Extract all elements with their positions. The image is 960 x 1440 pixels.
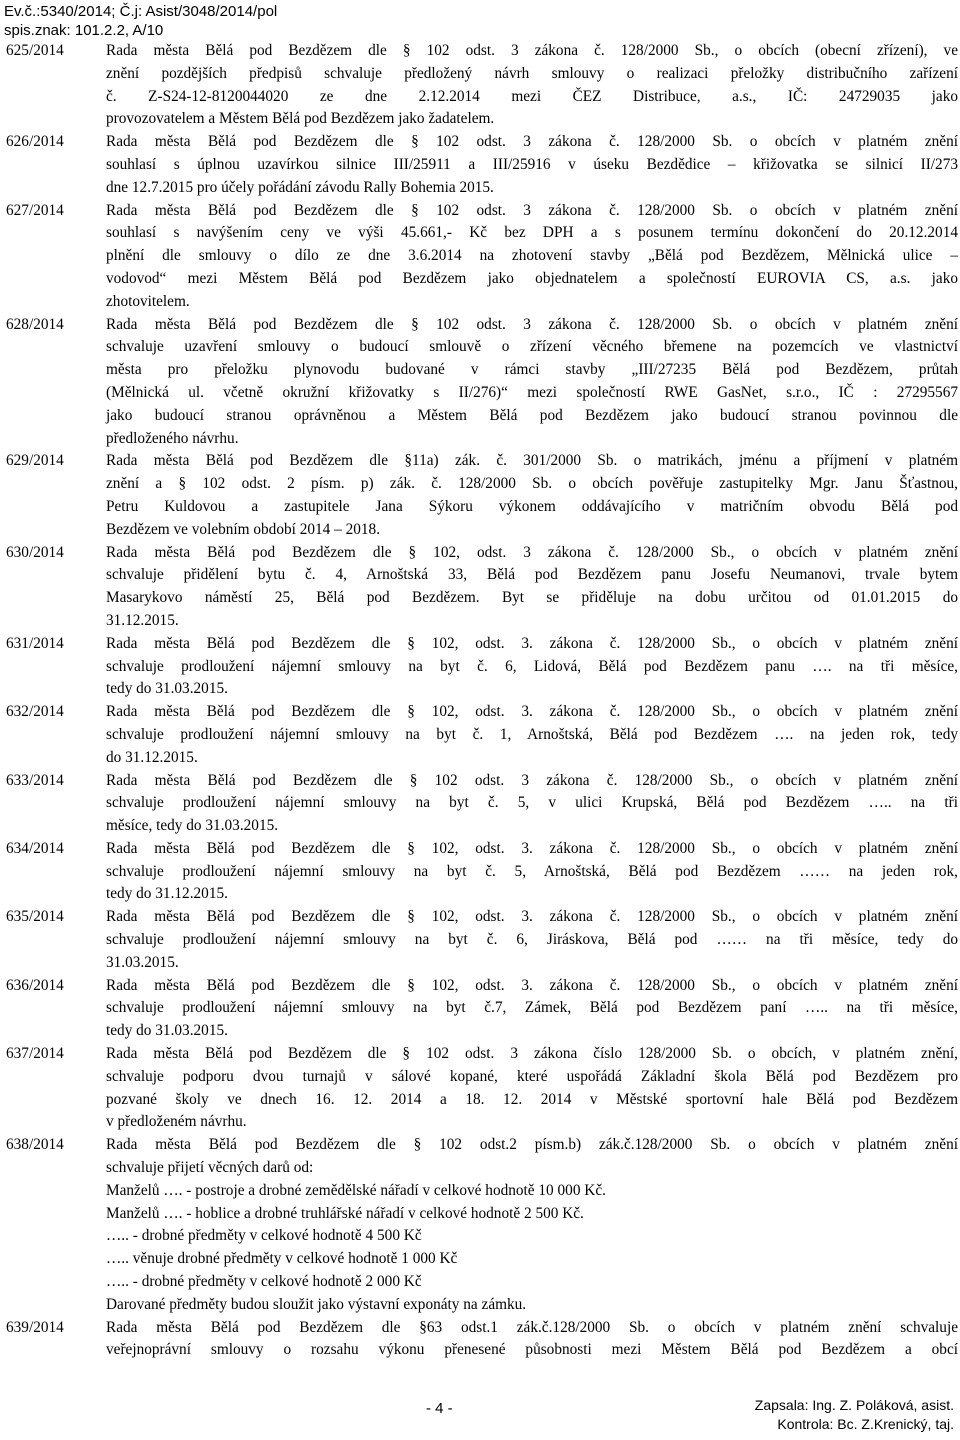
resolution-line: vodovod“ mezi Městem Bělá pod Bezdězem jako objednatelem a společností EUROVIA CS, a.s. jako (106, 269, 958, 287)
resolution-number: 636/2014 (6, 976, 64, 994)
resolution-number: 626/2014 (6, 133, 64, 151)
resolution-text (106, 633, 958, 701)
resolution-item (6, 975, 960, 1043)
resolution-line: Rada města Bělá pod Bezdězem dle § 102 odst. 3 zákona č. 128/2000 Sb. o obcích v platném znění (106, 133, 958, 151)
evidence-number: Ev.č.:5340/2014; Č.j: Asist/3048/2014/pol (4, 3, 278, 20)
resolution-line: Rada města Bělá pod Bezdězem dle §11a) zák. č. 301/2000 Sb. o matrikách, jménu a příjmení v platném (106, 452, 958, 470)
resolution-item (6, 131, 960, 199)
resolution-line: Rada města Bělá pod Bezdězem dle § 102, odst. 3. zákona č. 128/2000 Sb., o obcích v platném znění (106, 839, 958, 857)
resolution-line: Rada města Bělá pod Bezdězem dle § 102 odst. 3 zákona č. 128/2000 Sb., o obcích v platném znění (106, 771, 958, 789)
resolution-line: Rada města Bělá pod Bezdězem dle §63 odst.1 zák.č.128/2000 Sb. o obcích v platném znění schvaluje (106, 1318, 958, 1336)
resolution-line: jako budoucí stranou oprávněnou a Městem Bělá pod Bezdězem jako budoucí stranou povinnou dle (106, 406, 958, 424)
resolution-item (6, 314, 960, 451)
resolution-text (106, 838, 958, 906)
resolution-line: tedy do 31.03.2015. (106, 1022, 228, 1040)
resolution-number: 629/2014 (6, 452, 64, 470)
resolution-line: Rada města Bělá pod Bezdězem dle § 102, odst. 3. zákona č. 128/2000 Sb., o obcích v platném znění (106, 703, 958, 721)
resolution-text (106, 770, 958, 838)
resolution-line: schvaluje prodloužení nájemní smlouvy na byt č. 6, Lidová, Bělá pod Bezdězem panu …. na tři měsíce, (106, 657, 958, 675)
resolution-number: 630/2014 (6, 543, 64, 561)
resolution-line: do 31.12.2015. (106, 748, 198, 766)
resolution-line: schvaluje prodloužení nájemní smlouvy na byt č. 5, Arnoštská, Bělá pod Bezdězem …… na jeden rok, (106, 862, 958, 880)
resolution-line: souhlasí s úplnou uzavírkou silnice III/25911 a III/25916 v úseku Bezdědice – křižovatka se silnicí II/273 (106, 155, 958, 173)
resolution-line: dne 12.7.2015 pro účely pořádání závodu Rally Bohemia 2015. (106, 178, 494, 196)
resolution-line: Rada města Bělá pod Bezdězem dle § 102 odst. 3 zákona č. 128/2000 Sb., o obcích (obecní zřízení), ve (106, 42, 958, 59)
resolution-number: 639/2014 (6, 1318, 64, 1336)
resolution-line: plnění dle smlouvy o dílo ze dne 3.6.2014 na zhotovení stavby „Bělá pod Bezdězem, Mělnická ulice – (106, 247, 958, 265)
document-header (4, 2, 277, 40)
resolution-item (6, 542, 960, 633)
resolution-line: Manželů …. - hoblice a drobné truhlářské nářadí v celkové hodnotě 2 500 Kč. (106, 1204, 584, 1222)
resolution-number: 632/2014 (6, 703, 64, 721)
resolution-line: Rada města Bělá pod Bezdězem dle § 102, odst. 3. zákona č. 128/2000 Sb., o obcích v platném znění (106, 634, 958, 652)
resolution-line: Masarykovo náměstí 25, Bělá pod Bezdězem. Byt se přiděluje na dobu určitou od 01.01.2015 do (106, 589, 958, 607)
resolution-line: znění pozdějších předpisů schvaluje předložený návrh smlouvy o realizaci přeložky distribučního zařízení (106, 64, 958, 82)
resolution-line: souhlasí s navýšením ceny ve výši 45.661,- Kč bez DPH a s posunem termínu dokončení do 20.12.2014 (106, 224, 958, 242)
resolution-text (106, 975, 958, 1043)
resolution-text (106, 314, 958, 451)
resolution-line: schvaluje prodloužení nájemní smlouvy na byt č. 6, Jiráskova, Bělá pod …… na tři měsíce, tedy do (106, 931, 958, 949)
resolution-line: Bezdězem ve volebním období 2014 – 2018. (106, 520, 381, 538)
resolution-text (106, 1043, 958, 1134)
resolution-item (6, 1134, 960, 1316)
resolution-line: ….. - drobné předměty v celkové hodnotě 4 500 Kč (106, 1227, 422, 1245)
resolution-item (6, 450, 960, 541)
footer (755, 1396, 954, 1434)
resolution-line: v předloženém návrhu. (106, 1113, 247, 1131)
resolution-item (6, 40, 960, 131)
resolution-line: provozovatelem a Městem Bělá pod Bezdězem jako žadatelem. (106, 110, 495, 128)
resolution-number: 627/2014 (6, 201, 64, 219)
resolution-item (6, 770, 960, 838)
resolution-line: znění a § 102 odst. 2 písm. p) zák. č. 128/2000 Sb. o obcích pověřuje zastupitelky Mgr. Janu Šťastnou, (106, 475, 958, 493)
resolution-number: 633/2014 (6, 771, 64, 789)
resolution-line: schvaluje prodloužení nájemní smlouvy na byt č. 1, Arnoštská, Bělá pod Bezdězem …. na jeden rok, tedy (106, 725, 958, 743)
resolution-line: schvaluje podporu dvou turnajů v sálové kopané, které uspořádá Základní škola Bělá pod Bezdězem pro (106, 1067, 958, 1085)
resolution-line: měsíce, tedy do 31.03.2015. (106, 817, 279, 835)
resolution-line: schvaluje uzavření smlouvy o budoucí smlouvě o zřízení věcného břemene na pozemcích ve vlastnictví (106, 338, 958, 356)
resolution-line: schvaluje přijetí věcných darů od: (106, 1159, 314, 1177)
resolution-line: schvaluje přidělení bytu č. 4, Arnoštská 33, Bělá pod Bezdězem panu Josefu Neumanovi, trvale bytem (106, 566, 958, 584)
resolution-line: pozvané školy ve dnech 16. 12. 2014 a 18. 12. 2014 v Městské sportovní hale Bělá pod Bezdězem (106, 1090, 958, 1108)
page-number: - 4 - (426, 1400, 453, 1417)
resolution-item (6, 838, 960, 906)
resolution-line: 31.03.2015. (106, 953, 179, 971)
resolution-line: Rada města Bělá pod Bezdězem dle § 102 odst.2 písm.b) zák.č.128/2000 Sb. o obcích v platném znění (106, 1136, 958, 1154)
resolution-item (6, 906, 960, 974)
resolution-line: Darované předměty budou sloužit jako výstavní exponáty na zámku. (106, 1295, 527, 1313)
resolution-text (106, 701, 958, 769)
resolution-line: města pro přeložku plynovodu budované v rámci stavby „III/27235 Bělá pod Bezdězem, průtah (106, 361, 958, 379)
resolution-line: tedy do 31.03.2015. (106, 680, 228, 698)
resolution-text (106, 906, 958, 974)
resolution-number: 631/2014 (6, 634, 64, 652)
resolution-line: Rada města Bělá pod Bezdězem dle § 102, odst. 3 zákona č. 128/2000 Sb., o obcích v platném znění (106, 543, 958, 561)
resolution-line: (Mělnická ul. včetně okružní křižovatky s II/276)“ mezi společností RWE GasNet, s.r.o., IČ : 27295567 (106, 383, 958, 401)
resolution-item (6, 701, 960, 769)
resolution-number: 625/2014 (6, 42, 64, 59)
resolution-item (6, 1043, 960, 1134)
resolution-line: předloženého návrhu. (106, 429, 239, 447)
resolution-line: schvaluje prodloužení nájemní smlouvy na byt č.7, Zámek, Bělá pod Bezdězem paní ….. na tři měsíce, (106, 999, 958, 1017)
resolution-line: veřejnoprávní smlouvy o rozsahu výkonu přenesené působnosti mezi Městem Bělá pod Bezdězem a obcí (106, 1341, 958, 1359)
resolution-item (6, 1317, 960, 1363)
resolutions-list (6, 40, 960, 1362)
resolution-line: ….. věnuje drobné předměty v celkové hodnotě 1 000 Kč (106, 1250, 458, 1268)
resolution-text (106, 200, 958, 314)
resolution-line: Rada města Bělá pod Bezdězem dle § 102, odst. 3. zákona č. 128/2000 Sb., o obcích v platném znění (106, 908, 958, 926)
resolution-text (106, 40, 958, 131)
resolution-line: tedy do 31.12.2015. (106, 885, 228, 903)
resolution-line: Manželů …. - postroje a drobné zemědělské nářadí v celkové hodnotě 10 000 Kč. (106, 1181, 606, 1199)
resolution-line: Petru Kuldovou a zastupitele Jana Sýkoru výkonem oddávajícího v matričním obvodu Bělá pod (106, 497, 958, 515)
resolution-number: 628/2014 (6, 315, 64, 333)
resolution-item (6, 200, 960, 314)
resolution-number: 637/2014 (6, 1045, 64, 1063)
resolution-line: Rada města Bělá pod Bezdězem dle § 102 odst. 3 zákona č. 128/2000 Sb. o obcích v platném znění (106, 315, 958, 333)
resolution-line: Rada města Bělá pod Bezdězem dle § 102 odst. 3 zákona číslo 128/2000 Sb. o obcích, v platném znění, (106, 1045, 958, 1063)
resolution-line: 31.12.2015. (106, 611, 179, 629)
resolution-text (106, 131, 958, 199)
resolution-number: 635/2014 (6, 908, 64, 926)
resolution-number: 638/2014 (6, 1136, 64, 1154)
resolution-line: zhotovitelem. (106, 292, 190, 310)
checked-by: Kontrola: Bc. Z.Krenický, taj. (777, 1416, 954, 1432)
resolution-line: č. Z-S24-12-8120044020 ze dne 2.12.2014 mezi ČEZ Distribuce, a.s., IČ: 24729035 jako (106, 87, 958, 105)
resolution-text (106, 1317, 958, 1363)
resolution-line: Rada města Bělá pod Bezdězem dle § 102, odst. 3. zákona č. 128/2000 Sb., o obcích v platném znění (106, 976, 958, 994)
resolution-item (6, 633, 960, 701)
resolution-line: ….. - drobné předměty v celkové hodnotě 2 000 Kč (106, 1273, 422, 1291)
file-code: spis.znak: 101.2.2, A/10 (4, 22, 164, 39)
resolution-text (106, 1134, 958, 1316)
resolution-line: schvaluje prodloužení nájemní smlouvy na byt č. 5, v ulici Krupská, Bělá pod Bezdězem ….. na tři (106, 794, 958, 812)
resolution-number: 634/2014 (6, 839, 64, 857)
resolution-text (106, 542, 958, 633)
recorded-by: Zapsala: Ing. Z. Poláková, asist. (754, 1397, 954, 1413)
resolution-line: Rada města Bělá pod Bezdězem dle § 102 odst. 3 zákona č. 128/2000 Sb. o obcích v platném znění (106, 201, 958, 219)
resolution-text (106, 450, 958, 541)
